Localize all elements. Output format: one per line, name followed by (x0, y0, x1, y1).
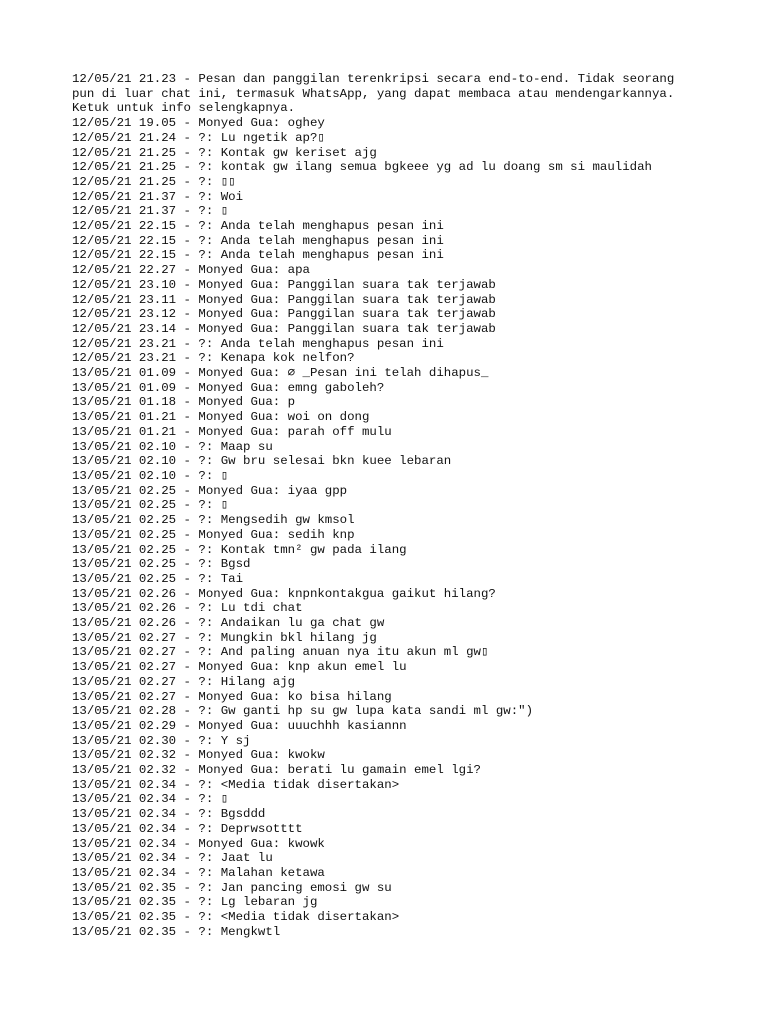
chat-message-line: 13/05/21 02.25 - ?: Mengsedih gw kmsol (72, 513, 355, 528)
chat-message-line: 13/05/21 02.27 - ?: Hilang ajg (72, 674, 296, 689)
chat-message-line: 12/05/21 23.21 - ?: Anda telah menghapus pesan ini (72, 336, 444, 351)
chat-message-line: 13/05/21 02.25 - Monyed Gua: iyaa gpp (72, 483, 348, 498)
chat-message-line: 13/05/21 02.27 - ?: Mungkin bkl hilang jg (72, 630, 377, 645)
chat-message-line: 12/05/21 21.25 - ?: ▯▯ (72, 174, 236, 189)
chat-message-line: 13/05/21 02.32 - Monyed Gua: kwokw (72, 748, 325, 763)
chat-message-line: 13/05/21 02.30 - ?: Y sj (72, 733, 251, 748)
chat-message-line: 13/05/21 02.34 - ?: ▯ (72, 792, 229, 807)
chat-message-line: 13/05/21 02.25 - ?: ▯ (72, 498, 229, 513)
chat-message-line: 12/05/21 23.12 - Monyed Gua: Panggilan suara tak terjawab (72, 307, 496, 322)
chat-message-line: 12/05/21 21.24 - ?: Lu ngetik ap?▯ (72, 130, 325, 145)
chat-message-line: 13/05/21 02.10 - ?: ▯ (72, 468, 229, 483)
chat-message-line: 13/05/21 01.21 - Monyed Gua: woi on dong (72, 410, 370, 425)
chat-message-line: 13/05/21 02.34 - Monyed Gua: kwowk (72, 836, 325, 851)
chat-message-line: 13/05/21 02.10 - ?: Maap su (72, 439, 273, 454)
chat-message-line: 13/05/21 02.34 - ?: Bgsddd (72, 807, 266, 822)
chat-message-line: 12/05/21 21.37 - ?: ▯ (72, 204, 229, 219)
chat-message-line: 12/05/21 22.15 - ?: Anda telah menghapus pesan ini (72, 248, 444, 263)
chat-message-line: 13/05/21 02.26 - ?: Lu tdi chat (72, 601, 303, 616)
chat-message-line: 12/05/21 23.11 - Monyed Gua: Panggilan suara tak terjawab (72, 292, 496, 307)
chat-message-line: 13/05/21 02.10 - ?: Gw bru selesai bkn kuee lebaran (72, 454, 452, 469)
chat-message-line: 13/05/21 02.32 - Monyed Gua: berati lu gamain emel lgi? (72, 763, 481, 778)
chat-message-line: 12/05/21 23.21 - ?: Kenapa kok nelfon? (72, 351, 355, 366)
chat-message-line: 12/05/21 21.37 - ?: Woi (72, 189, 244, 204)
chat-message-line: 12/05/21 21.25 - ?: Kontak gw keriset ajg (72, 145, 377, 160)
chat-message-line: 13/05/21 02.28 - ?: Gw ganti hp su gw lupa kata sandi ml gw:") (72, 704, 534, 719)
encryption-notice-line: 12/05/21 21.23 - Pesan dan panggilan terenkripsi secara end-to-end. Tidak seorang (72, 72, 675, 86)
chat-message-line: 13/05/21 02.34 - ?: Malahan ketawa (72, 865, 325, 880)
chat-message-line: 13/05/21 02.29 - Monyed Gua: uuuchhh kasiannn (72, 718, 407, 733)
chat-message-line: 13/05/21 02.34 - ?: <Media tidak disertakan> (72, 777, 400, 792)
chat-message-line: 13/05/21 02.34 - ?: Jaat lu (72, 851, 273, 866)
chat-message-line: 12/05/21 23.10 - Monyed Gua: Panggilan suara tak terjawab (72, 277, 496, 292)
chat-message-line: 13/05/21 01.18 - Monyed Gua: p (72, 395, 296, 410)
chat-message-line: 13/05/21 01.09 - Monyed Gua: emng gaboleh? (72, 380, 385, 395)
chat-message-line: 13/05/21 01.09 - Monyed Gua: ∅ _Pesan ini telah dihapus_ (72, 366, 489, 381)
chat-message-line: 12/05/21 21.25 - ?: kontak gw ilang semua bgkeee yg ad lu doang sm si maulidah (72, 160, 652, 175)
chat-log-document (72, 72, 712, 939)
chat-message-line: 13/05/21 02.25 - ?: Kontak tmn² gw pada ilang (72, 542, 407, 557)
chat-message-line: 12/05/21 23.14 - Monyed Gua: Panggilan suara tak terjawab (72, 321, 496, 336)
chat-message-line: 12/05/21 22.15 - ?: Anda telah menghapus pesan ini (72, 233, 444, 248)
chat-message-line: 13/05/21 02.27 - Monyed Gua: ko bisa hilang (72, 689, 392, 704)
chat-message-line: 13/05/21 02.34 - ?: Deprwsotttt (72, 821, 303, 836)
chat-message-line: 13/05/21 02.35 - ?: Mengkwtl (72, 924, 281, 939)
chat-message-line: 12/05/21 19.05 - Monyed Gua: oghey (72, 116, 325, 131)
encryption-notice-line: pun di luar chat ini, termasuk WhatsApp, yang dapat membaca atau mendengarkannya. (72, 86, 675, 101)
encryption-notice-line: Ketuk untuk info selengkapnya. (72, 101, 296, 116)
chat-message-line: 13/05/21 02.35 - ?: Jan pancing emosi gw su (72, 880, 392, 895)
chat-message-line: 12/05/21 22.27 - Monyed Gua: apa (72, 263, 310, 278)
chat-message-line: 13/05/21 02.26 - Monyed Gua: knpnkontakgua gaikut hilang? (72, 586, 496, 601)
chat-message-line: 12/05/21 22.15 - ?: Anda telah menghapus pesan ini (72, 219, 444, 234)
chat-message-line: 13/05/21 02.25 - Monyed Gua: sedih knp (72, 527, 355, 542)
chat-message-line: 13/05/21 02.27 - Monyed Gua: knp akun emel lu (72, 660, 407, 675)
chat-message-line: 13/05/21 02.35 - ?: Lg lebaran jg (72, 895, 318, 910)
chat-message-line: 13/05/21 02.35 - ?: <Media tidak disertakan> (72, 910, 400, 925)
chat-message-line: 13/05/21 02.27 - ?: And paling anuan nya itu akun ml gw▯ (72, 645, 489, 660)
chat-message-line: 13/05/21 02.25 - ?: Tai (72, 571, 244, 586)
chat-message-line: 13/05/21 02.25 - ?: Bgsd (72, 557, 251, 572)
chat-message-line: 13/05/21 01.21 - Monyed Gua: parah off mulu (72, 424, 392, 439)
chat-message-line: 13/05/21 02.26 - ?: Andaikan lu ga chat gw (72, 616, 385, 631)
